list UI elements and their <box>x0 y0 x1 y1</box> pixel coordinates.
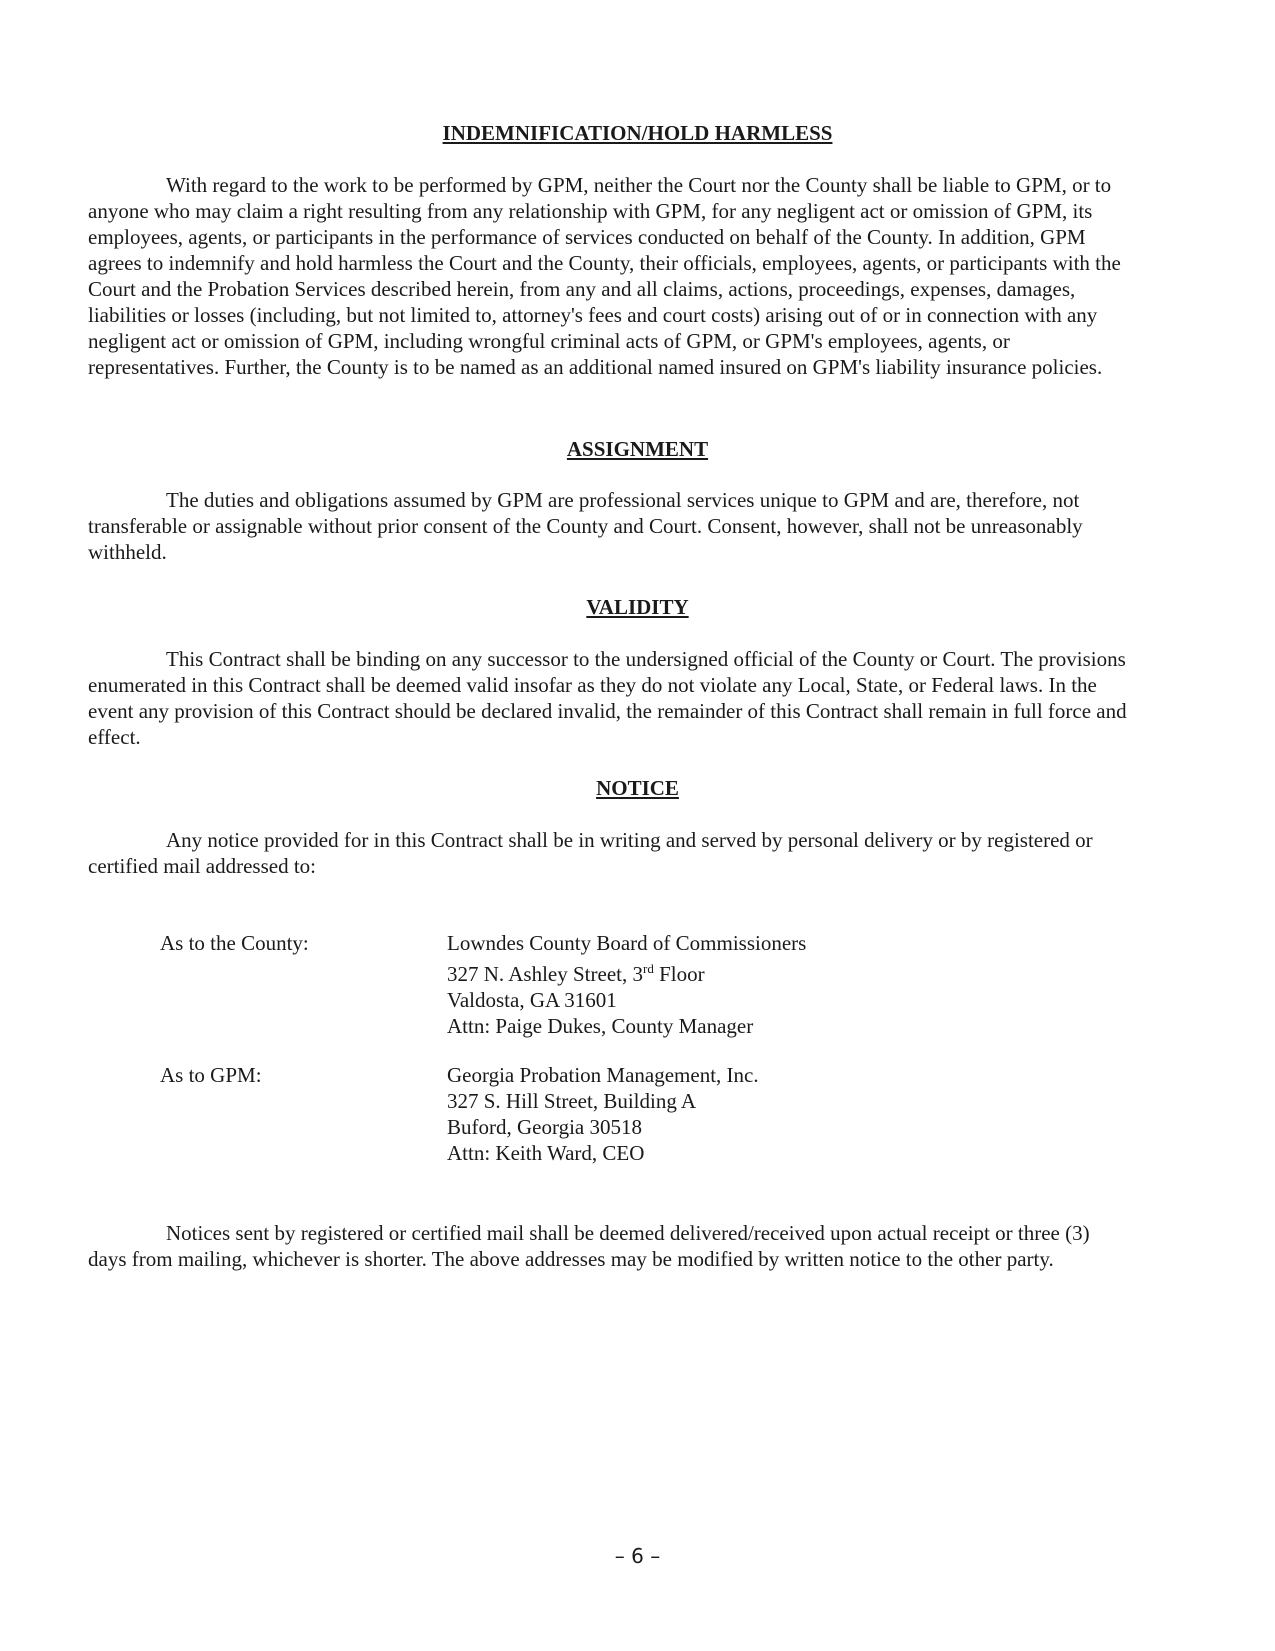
gpm-city-line: Buford, Georgia 30518 <box>447 1115 642 1139</box>
notice-paragraph: Any notice provided for in this Contract shall be in writing and served by personal delivery or by registered or certified mail addressed to: <box>88 828 1093 878</box>
assignment-paragraph: The duties and obligations assumed by GPM are professional services unique to GPM and are, therefore, not transferable or assignable without prior consent of the County and Court. Consent, however, shall not be unreasonably withheld. <box>88 488 1083 564</box>
gpm-address-block <box>447 1062 759 1166</box>
indemnification-paragraph: With regard to the work to be performed by GPM, neither the Court nor the County shall be liable to GPM, or to anyone who may claim a right resulting from any relationship with GPM, for any negligent act or omission of GPM, its employees, agents, or participants in the performance of services conducted on behalf of the County. In addition, GPM agrees to indemnify and hold harmless the Court and the County, their officials, employees, agents, or participants with the Court and the Probation Services described herein, from any and all claims, actions, proceedings, expenses, damages, liabilities or losses (including, but not limited to, attorney's fees and court costs) arising out of or in connection with any negligent act or omission of GPM, including wrongful criminal acts of GPM, or GPM's employees, agents, or representatives. Further, the County is to be named as an additional named insured on GPM's liability insurance policies. <box>88 173 1121 379</box>
notice-heading: NOTICE <box>596 776 679 800</box>
county-address-block <box>447 930 806 1039</box>
county-attn-line: Attn: Paige Dukes, County Manager <box>447 1014 754 1038</box>
gpm-attn-line: Attn: Keith Ward, CEO <box>447 1141 645 1165</box>
validity-heading: VALIDITY <box>586 595 689 619</box>
gpm-address-label: As to GPM: <box>160 1063 262 1087</box>
county-address-label: As to the County: <box>160 931 309 955</box>
indemnification-heading: INDEMNIFICATION/HOLD HARMLESS <box>442 121 833 145</box>
gpm-address-line: Georgia Probation Management, Inc. <box>447 1063 759 1087</box>
gpm-street-line: 327 S. Hill Street, Building A <box>447 1089 697 1113</box>
county-street-line: 327 N. Ashley Street, 3rd Floor <box>447 961 705 986</box>
county-city-line: Valdosta, GA 31601 <box>447 988 617 1012</box>
county-address-line: Lowndes County Board of Commissioners <box>447 931 807 955</box>
page-number: – 6 – <box>614 1544 661 1568</box>
validity-paragraph: This Contract shall be binding on any successor to the undersigned official of the County or Court. The provisions enumerated in this Contract shall be deemed valid insofar as they do not violate any Local, State, or Federal laws. In the event any provision of this Contract should be declared invalid, the remainder of this Contract shall remain in full force and effect. <box>88 647 1127 749</box>
notice-closing-paragraph: Notices sent by registered or certified mail shall be deemed delivered/received upon actual receipt or three (3) days from mailing, whichever is shorter. The above addresses may be modified by written notice to the other party. <box>88 1221 1090 1271</box>
assignment-heading: ASSIGNMENT <box>566 437 709 461</box>
